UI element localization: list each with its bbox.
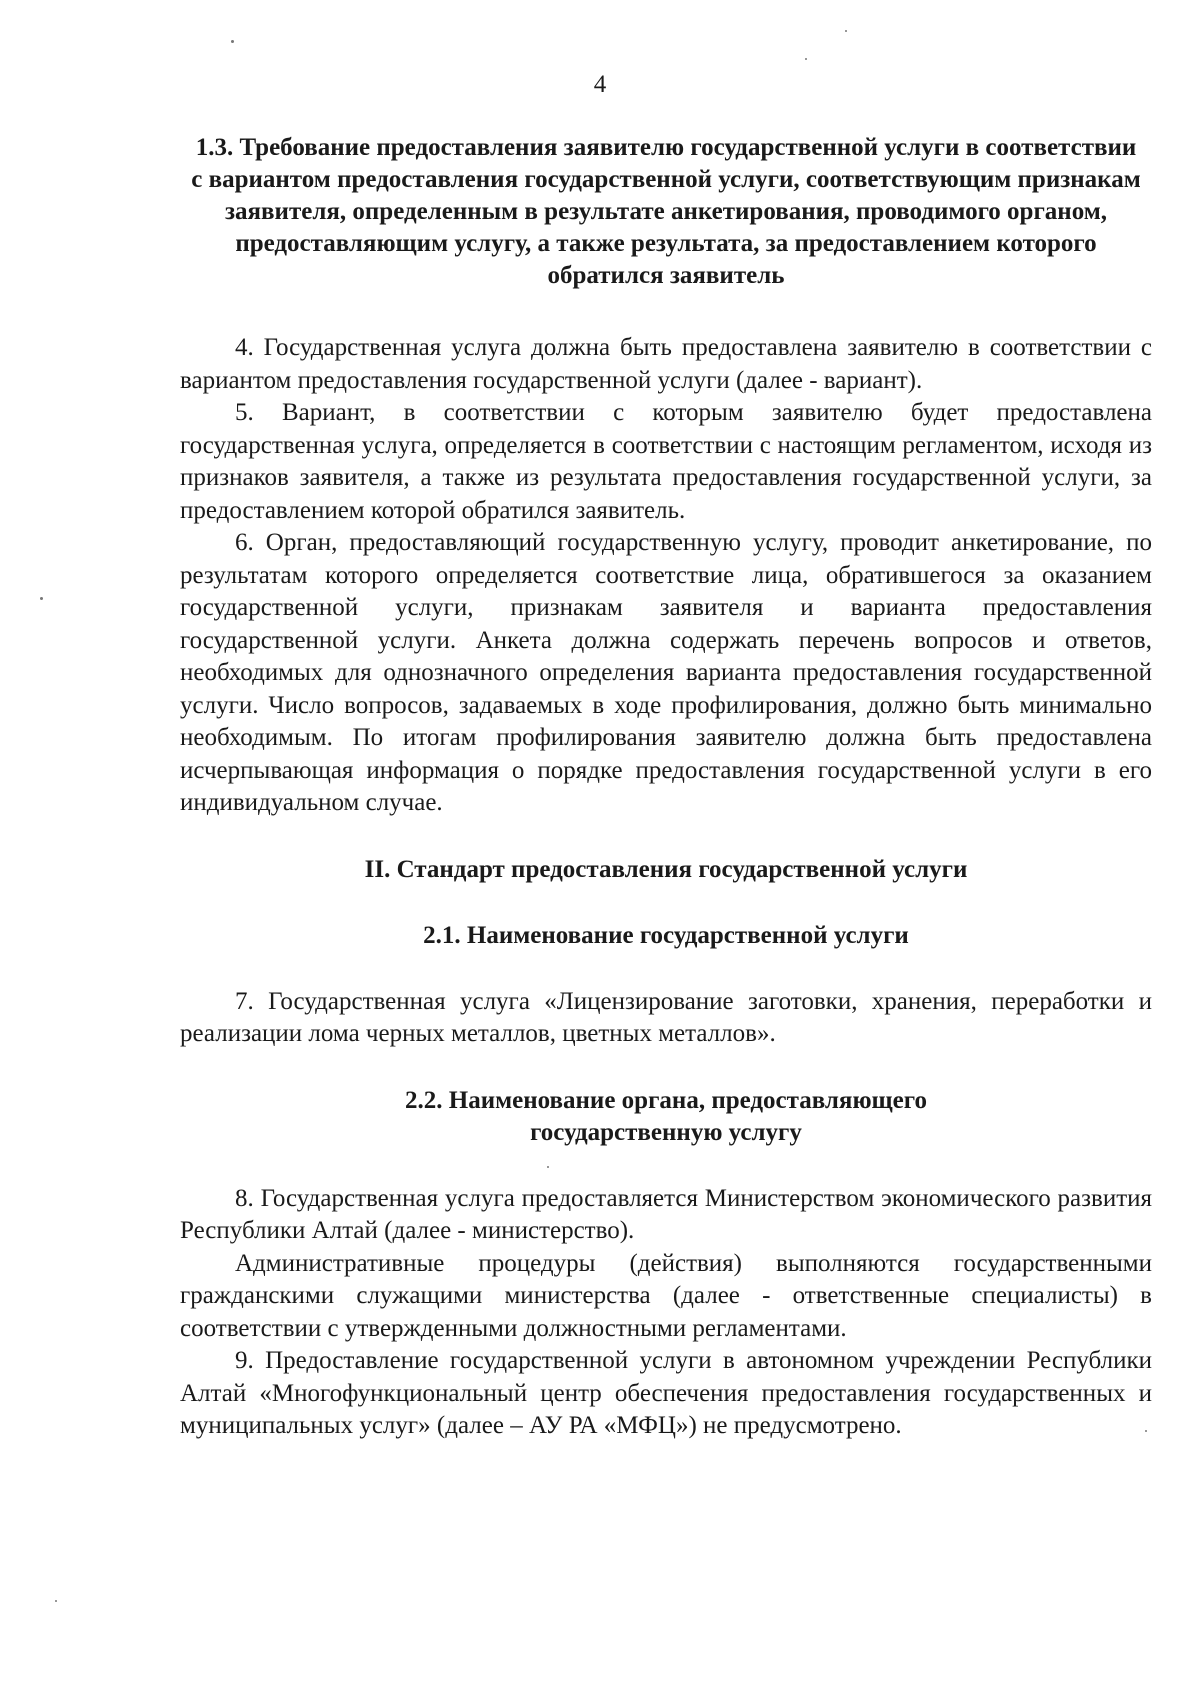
- paragraph-9: 9. Предоставление государственной услуги в автономном учреждении Республики Алтай «Многофункциональный центр обеспечения предоставления государственных и муниципальных услуг» (далее – АУ РА «МФЦ») не предусмотрено.: [180, 1347, 1152, 1439]
- paragraph-8: 8. Государственная услуга предоставляется Министерством экономического развития Республики Алтай (далее - министерство).: [180, 1184, 1152, 1244]
- section-2-2-heading-line-1: 2.2. Наименование органа, предоставляющего: [405, 1086, 927, 1114]
- document-body: [180, 132, 1152, 1443]
- section-2-1-heading: 2.1. Наименование государственной услуги: [423, 921, 909, 949]
- scan-speck: [40, 597, 43, 600]
- scan-speck: [231, 40, 234, 43]
- section-2-heading: II. Стандарт предоставления государственной услуги: [364, 855, 968, 883]
- paragraph-4: 4. Государственная услуга должна быть предоставлена заявителю в соответствии с вариантом предоставления государственной услуги (далее - вариант).: [180, 334, 1152, 394]
- scan-speck: [55, 1600, 57, 1602]
- paragraph-6: 6. Орган, предоставляющий государственную услугу, проводит анкетирование, по результатам которого определяется соответствие лица, обратившегося за оказанием государственной услуги, признакам заявителя и варианта предоставления государственной услуги. Анкета должна содержать перечень вопросов и ответов, необходимых для однозначного определения варианта предоставления государственной услуги. Число вопросов, задаваемых в ходе профилирования, должно быть минимально необходимым. По итогам профилирования заявителю должна быть предоставлена исчерпывающая информация о порядке предоставления государственной услуги в его индивидуальном случае.: [180, 529, 1152, 816]
- section-2-2-heading-line-2: государственную услугу: [530, 1118, 802, 1146]
- section-1-3-heading: 1.3. Требование предоставления заявителю государственной услуги в соответствии с вариантом предоставления государственной услуги, соответствующим признакам заявителя, определенным в результате анкетирования, проводимого органом, предоставляющим услугу, а также результата, за предоставлением которого обратился заявитель: [191, 134, 1141, 289]
- paragraph-8-continued: Административные процедуры (действия) выполняются государственными гражданскими служащими министерства (далее - ответственные специалисты) в соответствии с утвержденными должностными регламентами.: [180, 1249, 1152, 1342]
- paragraph-7: 7. Государственная услуга «Лицензирование заготовки, хранения, переработки и реализации лома черных металлов, цветных металлов».: [180, 987, 1152, 1047]
- scan-speck: [805, 58, 807, 60]
- scan-speck: [1145, 1430, 1147, 1432]
- scan-speck: [845, 30, 847, 32]
- paragraph-5: 5. Вариант, в соответствии с которым заявителю будет предоставлена государственная услуга, определяется в соответствии с настоящим регламентом, исходя из признаков заявителя, а также из результата предоставления государственной услуги, за предоставлением которой обратился заявитель.: [180, 399, 1152, 524]
- page-number: 4: [593, 71, 607, 98]
- scan-speck: [547, 1166, 549, 1168]
